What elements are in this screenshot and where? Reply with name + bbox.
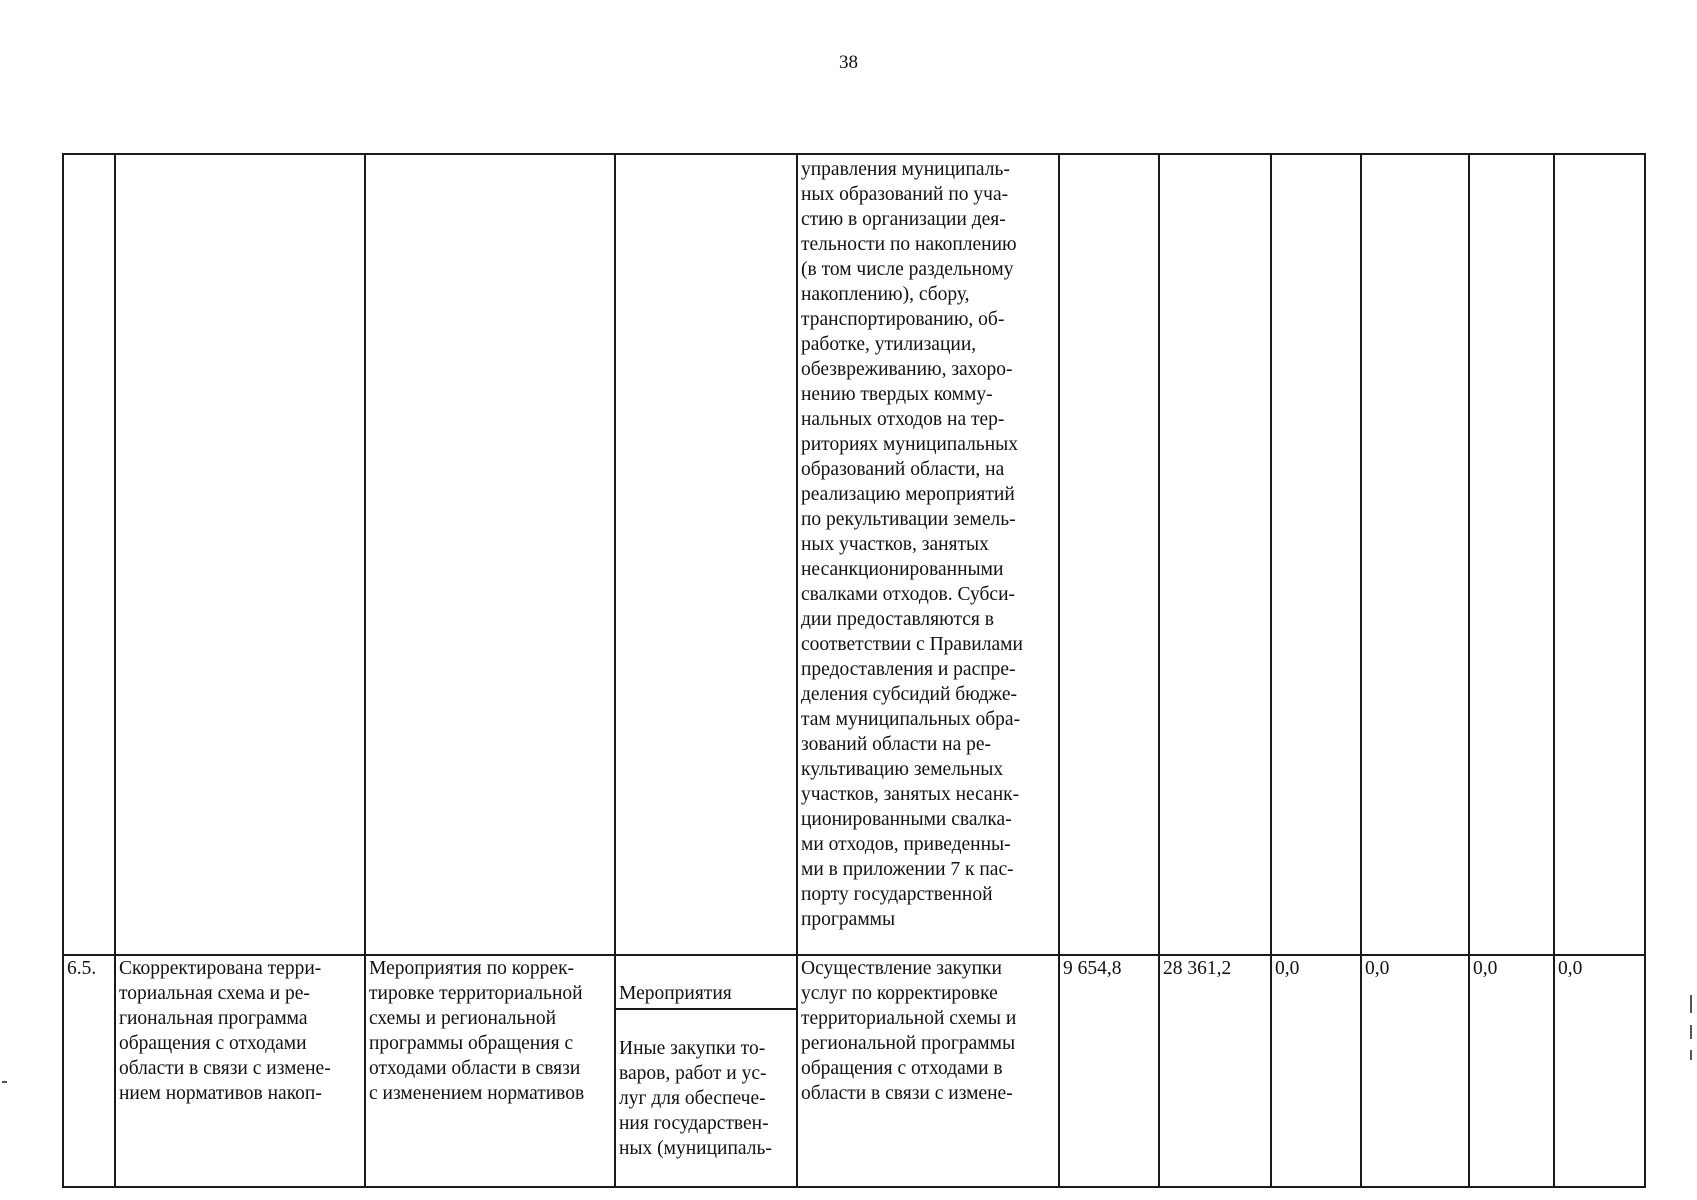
cell-value-5: 0,0 [1469, 955, 1554, 1187]
cell-value-3: 0,0 [1271, 955, 1361, 1187]
cell-value-6: 0,0 [1554, 955, 1645, 1187]
cell-number [63, 154, 115, 955]
cell-value-2: 28 361,2 [1159, 955, 1271, 1187]
cell-value-5 [1469, 154, 1554, 955]
cell-expense-type [615, 154, 797, 955]
scan-edge-mark [1690, 995, 1692, 1013]
scan-edge-mark [2, 1081, 7, 1083]
page-number: 38 [839, 52, 858, 73]
table-row-continuation [63, 154, 1645, 955]
cell-expense-type [615, 955, 797, 1187]
budget-table [62, 153, 1646, 1188]
cell-value-1: 9 654,8 [1059, 955, 1159, 1187]
expense-type-text: Иные закупки то- варов, работ и ус- луг для обеспече- ния государствен- ных (муниципаль- [619, 1038, 772, 1159]
cell-number: 6.5. [63, 955, 115, 1187]
cell-description: управления муниципаль- ных образований по уча- стию в организации дея- тельности по накоплению (в том числе раздельному накоплению), сбору, транспортированию, об- работке, утилизации, обезвреживанию, захоро- нению твердых комму- нальных отходов на тер- риториях муниципальных образований области, на реализацию мероприятий по рекультивации земель- ных участков, занятых несанкционированными свалками отходов. Субси- дии предоставляются в соответствии с Правилами предоставления и распре- деления субсидий бюдже- там муниципальных обра- зований области на ре- культивацию земельных участков, занятых несанк- ционированными свалка- ми отходов, приведенны- ми в приложении 7 к пас- порту государственной программы [797, 154, 1059, 955]
scan-edge-mark [1690, 1050, 1692, 1060]
cell-activity [365, 154, 615, 955]
cell-value-2 [1159, 154, 1271, 955]
table-row-6-5 [63, 955, 1645, 1187]
cell-value-3 [1271, 154, 1361, 955]
cell-result [115, 154, 365, 955]
cell-value-1 [1059, 154, 1159, 955]
expense-type-header: Мероприятия [616, 981, 796, 1010]
cell-value-4: 0,0 [1361, 955, 1469, 1187]
cell-description: Осуществление закупки услуг по корректировке территориальной схемы и региональной программы обращения с отходами в области в связи с измене- [797, 955, 1059, 1187]
cell-value-6 [1554, 154, 1645, 955]
scan-edge-mark [1690, 1025, 1692, 1039]
cell-value-4 [1361, 154, 1469, 955]
cell-result: Скорректирована терри- ториальная схема и ре- гиональная программа обращения с отходами области в связи с измене- нием нормативов накоп- [115, 955, 365, 1187]
cell-activity: Мероприятия по коррек- тировке территориальной схемы и региональной программы обращения с отходами области в связи с изменением нормативов [365, 955, 615, 1187]
